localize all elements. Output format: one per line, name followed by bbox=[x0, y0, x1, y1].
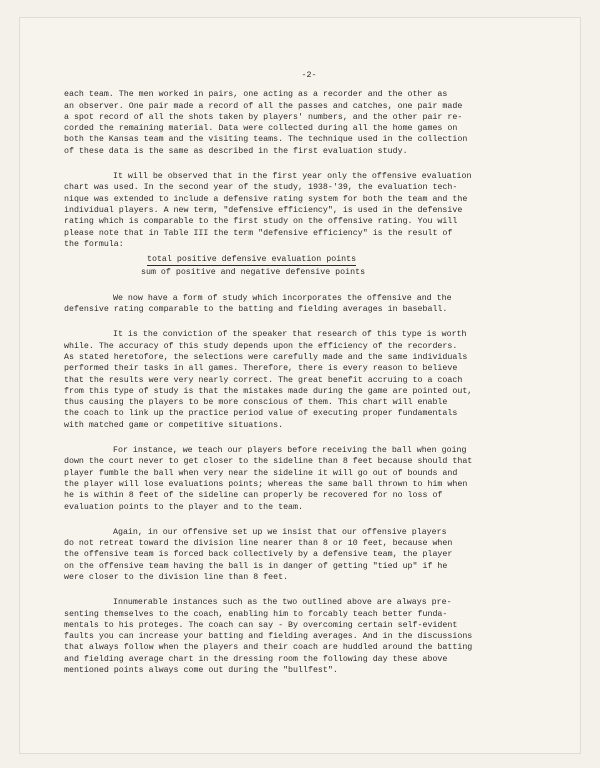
text-line: were closer to the division line than 8 feet. bbox=[64, 572, 289, 582]
text-line: thus causing the players to be more conscious of them. This chart will enable bbox=[64, 398, 448, 408]
text-line: the offensive team is forced back collectively by a defensive team, the player bbox=[64, 550, 453, 560]
text-line: chart was used. In the second year of the study, 1938-'39, the evaluation tech- bbox=[64, 183, 458, 193]
formula-denominator: sum of positive and negative defensive points bbox=[141, 268, 366, 278]
text-line: both the Kansas team and the visiting teams. The technique used in the collection bbox=[64, 135, 468, 145]
text-line: It is the conviction of the speaker that research of this type is worth bbox=[113, 330, 467, 340]
text-line: please note that in Table III the term "defensive efficiency" is the result of bbox=[64, 228, 453, 238]
text-line: the player will lose evaluations points; whereas the same ball thrown to him when bbox=[64, 479, 468, 489]
text-line: down the court never to get closer to the sideline than 8 feet because should that bbox=[64, 457, 473, 467]
text-line: of these data is the same as described in the first evaluation study. bbox=[64, 146, 408, 156]
text-line: performed their tasks in all games. Therefore, there is every reason to believe bbox=[64, 364, 458, 374]
text-line: Again, in our offensive set up we insist that our offensive players bbox=[113, 527, 447, 537]
text-line: that always follow when the players and their coach are huddled around the batting bbox=[64, 643, 473, 653]
paragraph-4 bbox=[64, 329, 554, 431]
paragraph-1 bbox=[64, 89, 554, 157]
formula-numerator bbox=[64, 254, 554, 265]
text-line: As stated heretofore, the selections were carefully made and the same individuals bbox=[64, 352, 468, 362]
text-line: the coach to link up the practice period value of executing proper fundamentals bbox=[64, 409, 458, 419]
text-line: individual players. A new term, "defensive efficiency", is used in the defensive bbox=[64, 205, 463, 215]
text-line: while. The accuracy of this study depends upon the efficiency of the recorders. bbox=[64, 341, 458, 351]
formula-numerator-text: total positive defensive evaluation points bbox=[147, 255, 357, 265]
text-line: with matched game or competitive situations. bbox=[64, 420, 284, 430]
text-line: an observer. One pair made a record of all the passes and catches, one pair made bbox=[64, 101, 463, 111]
paragraph-2 bbox=[64, 171, 554, 250]
text-line: that the results were very nearly correct. The great benefit accruing to a coach bbox=[64, 375, 463, 385]
paragraph-5 bbox=[64, 445, 554, 513]
text-line: Innumerable instances such as the two outlined above are always pre- bbox=[113, 598, 452, 608]
text-line: and fielding average chart in the dressing room the following day these above bbox=[64, 654, 448, 664]
page-number: -2- bbox=[301, 71, 317, 80]
text-line: nique was extended to include a defensive rating system for both the team and the bbox=[64, 194, 468, 204]
text-line: mentals to his proteges. The coach can say - By overcoming certain self-evident bbox=[64, 620, 458, 630]
text-line: do not retreat toward the division line nearer than 8 or 10 feet, because when bbox=[64, 539, 453, 549]
text-line: defensive rating comparable to the batting and fielding averages in baseball. bbox=[64, 305, 448, 315]
paragraph-7 bbox=[64, 597, 554, 676]
text-line: faults you can increase your batting and fielding averages. And in the discussions bbox=[64, 632, 473, 642]
text-line: the formula: bbox=[64, 239, 124, 249]
text-line: evaluation points to the player and to the team. bbox=[64, 502, 303, 512]
text-line: rating which is comparable to the first study on the offensive rating. You will bbox=[64, 217, 458, 227]
text-line: It will be observed that in the first year only the offensive evaluation bbox=[113, 172, 472, 182]
text-line: senting themselves to the coach, enabling him to forcably teach better funda- bbox=[64, 609, 448, 619]
text-line: corded the remaining material. Data were collected during all the home games on bbox=[64, 124, 458, 134]
paragraph-3 bbox=[64, 293, 554, 316]
paragraph-6 bbox=[64, 527, 554, 583]
text-line: on the offensive team having the ball is in danger of getting "tied up" if he bbox=[64, 561, 448, 571]
text-line: he is within 8 feet of the sideline can properly be recovered for no loss of bbox=[64, 491, 443, 501]
text-line: For instance, we teach our players before receiving the ball when going bbox=[113, 446, 467, 456]
text-line: We now have a form of study which incorporates the offensive and the bbox=[113, 293, 452, 303]
defensive-efficiency-formula bbox=[64, 254, 554, 279]
document-body bbox=[64, 70, 554, 690]
text-line: each team. The men worked in pairs, one acting as a recorder and the other as bbox=[64, 90, 448, 100]
text-line: mentioned points always come out during the "bullfest". bbox=[64, 666, 338, 676]
text-line: player fumble the ball when very near the sideline it will go out of bounds and bbox=[64, 468, 458, 478]
text-line: from this type of study is that the mistakes made during the game are pointed out, bbox=[64, 386, 473, 396]
text-line: a spot record of all the shots taken by players' numbers, and the other pair re- bbox=[64, 112, 463, 122]
